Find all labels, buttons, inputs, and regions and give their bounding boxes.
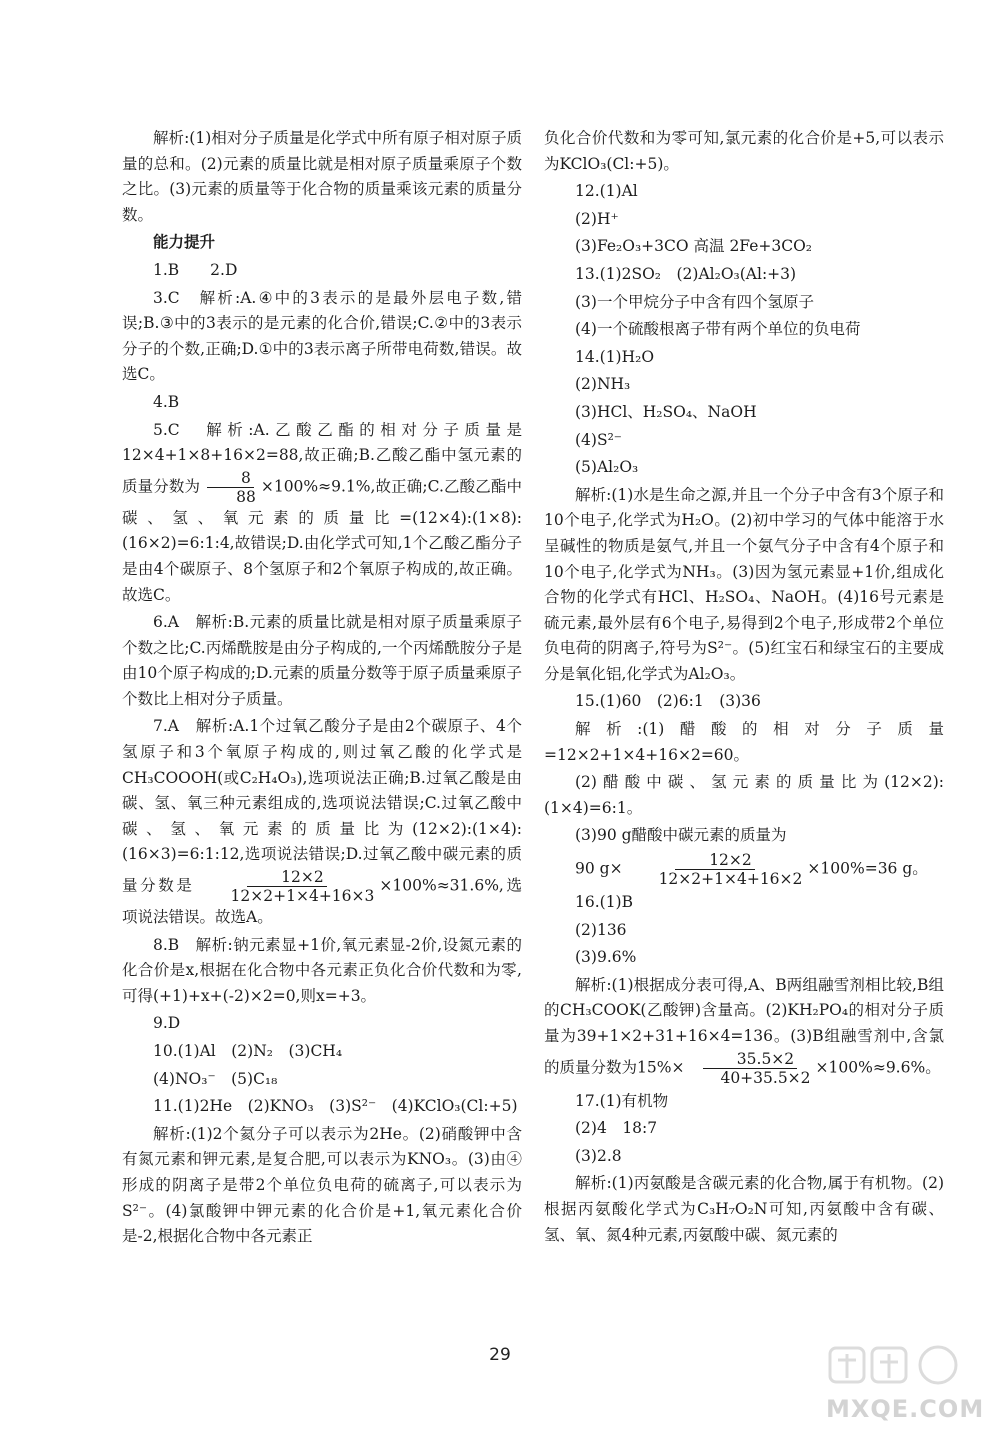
paragraph-text: 11.(1)2He (2)KNO₃ (3)S²⁻ (4)KClO₃(Cl:+5) (153, 1097, 518, 1116)
paragraph-text: (5)Al₂O₃ (575, 458, 639, 477)
answer-paragraph (122, 418, 522, 609)
paragraph-text: 14.(1)H₂O (575, 347, 655, 366)
answer-paragraph (544, 1144, 944, 1170)
answer-paragraph (544, 262, 944, 288)
paragraph-text: 解析:(1)2个氦分子可以表示为2He。(2)硝酸钾中含有氮元素和钾元素,是复合肥,可以表示为KNO₃。(3)由④形成的阴离子是带2个单位负电荷的硫离子,可以表示为S²⁻。(4)氯酸钾中钾元素的化合价是+1,氧元素化合价是-2,根据化合物中各元素正 (122, 1124, 522, 1246)
fraction-denominator: 40+35.5×2 (720, 1068, 811, 1087)
fraction (197, 868, 378, 905)
answer-paragraph (544, 973, 944, 1087)
paragraph-text: 1.B 2.D (153, 260, 238, 279)
fraction (686, 1050, 813, 1087)
answer-paragraph (544, 717, 944, 768)
watermark-text: MXQE.COM (826, 1395, 985, 1423)
paragraph-text: (4)NO₃⁻ (5)C₁₈ (153, 1069, 278, 1088)
fraction-numerator: 12×2 (675, 851, 755, 870)
paragraph-text: 7.A 解析:A.1个过氧乙酸分子是由2个碳原子、4个氢原子和3个氧原子构成的,则过氧乙酸的化学式是CH₃COOOH(或C₂H₄O₃),选项说法正确;B.过氧乙酸是由碳、氢、氧三种元素组成的,选项说法错误;C.过氧乙酸中碳、氢、氧元素的质量比为(12×2):(1×4):(16×3)=6:1:12,选项说法错误;D.过氧乙酸中碳元素的质量分数是 (122, 717, 522, 895)
answer-paragraph (122, 714, 522, 930)
answer-paragraph (122, 1067, 522, 1093)
paragraph-text: 能力提升 (153, 233, 216, 252)
fraction (202, 469, 259, 506)
answer-paragraph (544, 234, 944, 260)
page-number: 29 (489, 1345, 511, 1365)
fraction-numerator: 12×2 (247, 868, 327, 887)
fraction-denominator: 88 (236, 487, 256, 506)
answer-paragraph (544, 689, 944, 715)
answer-paragraph (544, 1171, 944, 1248)
answer-paragraph (544, 428, 944, 454)
answer-paragraph (544, 455, 944, 481)
paragraph-text: 10.(1)Al (2)N₂ (3)CH₄ (153, 1042, 343, 1060)
paragraph-text: (2)H⁺ (575, 209, 619, 228)
fraction-numerator: 8 (207, 469, 254, 488)
paragraph-text: 9.D (153, 1014, 181, 1033)
answer-paragraph (122, 1094, 522, 1120)
answer-paragraph (544, 290, 944, 316)
paragraph-text: 13.(1)2SO₂ (2)Al₂O₃(Al:+3) (575, 264, 797, 283)
paragraph-text: 解析:(1)醋酸的相对分子质量=12×2+1×4+16×2=60。 (544, 720, 944, 764)
answer-paragraph (544, 823, 944, 849)
paragraph-text: 负化合价代数和为零可知,氯元素的化合价是+5,可以表示为KClO₃(Cl:+5)。 (544, 129, 944, 173)
answer-paragraph (544, 207, 944, 233)
paragraph-text: (3)2.8 (575, 1146, 622, 1165)
paragraph-text: 8.B 解析:钠元素显+1价,氧元素显-2价,设氮元素的化合价是x,根据在化合物中各元素正负化合价代数和为零,可得(+1)+x+(-2)×2=0,则x=+3。 (122, 935, 522, 1005)
answer-paragraph (122, 258, 522, 284)
answer-paragraph (122, 933, 522, 1010)
fraction-denominator: 12×2+1×4+16×2 (658, 870, 803, 889)
section-heading (122, 230, 522, 256)
paragraph-text: 15.(1)60 (2)6:1 (3)36 (575, 692, 761, 711)
paragraph-text: (4)一个硫酸根离子带有两个单位的负电荷 (575, 320, 861, 339)
paragraph-text: 12.(1)Al (575, 182, 638, 201)
right-column (544, 126, 944, 1250)
answer-paragraph (122, 610, 522, 712)
answer-paragraph (544, 483, 944, 688)
paragraph-text: (2)醋酸中碳、氢元素的质量比为(12×2):(1×4)=6:1。 (544, 773, 944, 817)
paragraph-text: (2)NH₃ (575, 375, 631, 394)
paragraph-text: (3)9.6% (575, 948, 637, 967)
paragraph-text-after: ×100%≈9.1%,故正确;C.乙酸乙酯中碳、氢、氧元素的质量比=(12×4):(1×8):(16×2)=6:1:4,故错误;D.由化学式可知,1个乙酸乙酯分子是由4个碳原子、8个氢原子和2个氧原子构成的,故正确。故选C。 (122, 477, 522, 604)
paragraph-text: 5.C 解析:A.乙酸乙酯的相对分子质量是12×4+1×8+16×2=88,故正确;B.乙酸乙酯中氢元素的质量分数为 (122, 420, 522, 496)
answer-paragraph (544, 126, 944, 177)
answer-paragraph (544, 400, 944, 426)
answer-paragraph (544, 918, 944, 944)
answer-paragraph (544, 851, 944, 888)
answer-paragraph (122, 1039, 522, 1065)
paragraph-text: (3)Fe₂O₃+3CO 高温 2Fe+3CO₂ (575, 237, 813, 256)
paragraph-text: (3)90 g醋酸中碳元素的质量为 (575, 826, 787, 845)
answer-paragraph (544, 1116, 944, 1142)
answer-paragraph (122, 126, 522, 228)
answer-paragraph (544, 179, 944, 205)
answer-paragraph (122, 1122, 522, 1250)
answer-paragraph (122, 286, 522, 388)
paragraph-text: 3.C 解析:A.④中的3表示的是最外层电子数,错误;B.③中的3表示的是元素的化合价,错误;C.②中的3表示分子的个数,正确;D.①中的3表示离子所带电荷数,错误。故选C。 (122, 288, 522, 384)
paragraph-text: 6.A 解析:B.元素的质量比就是相对原子质量乘原子个数之比;C.丙烯酰胺是由分子构成的,一个丙烯酰胺分子是由10个原子构成的;D.元素的质量分数等于原子质量乘原子个数比上相对分子质量。 (122, 613, 522, 708)
answer-paragraph (544, 890, 944, 916)
paragraph-text: (2)4 18:7 (575, 1119, 658, 1138)
answer-paragraph (544, 317, 944, 343)
paragraph-text-after: ×100%=36 g。 (807, 859, 928, 878)
paragraph-text: (3)HCl、H₂SO₄、NaOH (575, 402, 757, 421)
paragraph-text: 解析:(1)根据成分表可得,A、B两组融雪剂相比较,B组的CH₃COOK(乙酸钾)含量高。(2)KH₂PO₄的相对分子质量为39+1×2+31+16×4=136。(3)B组融雪剂中,含氯的质量分数为15%× (544, 975, 944, 1077)
paragraph-text: (3)一个甲烷分子中含有四个氢原子 (575, 292, 814, 311)
answer-paragraph (544, 1089, 944, 1115)
left-column (122, 126, 522, 1252)
answer-paragraph (544, 770, 944, 821)
paragraph-text: 90 g× (575, 859, 623, 878)
paragraph-text: 4.B (153, 392, 180, 411)
fraction (625, 851, 806, 888)
answer-paragraph (544, 372, 944, 398)
answer-paragraph (122, 390, 522, 416)
paragraph-text: 17.(1)有机物 (575, 1091, 669, 1110)
answer-paragraph (122, 1011, 522, 1037)
paragraph-text: (4)S²⁻ (575, 430, 622, 449)
fraction-numerator: 35.5×2 (703, 1050, 797, 1069)
paragraph-text: 解析:(1)水是生命之源,并且一个分子中含有3个原子和10个电子,化学式为H₂O。(2)初中学习的气体中能溶于水呈碱性的物质是氨气,并且一个氨气分子中含有4个原子和10个电子,化学式为NH₃。(3)因为氢元素显+1价,组成化合物的化学式有HCl、H₂SO₄、NaOH。(4)16号元素是硫元素,最外层有6个电子,易得到2个电子,形成带2个单位负电荷的阴离子,符号为S²⁻。(5)红宝石和绿宝石的主要成分是氧化铝,化学式为Al₂O₃。 (544, 485, 944, 683)
paragraph-text: (2)136 (575, 920, 627, 939)
answer-paragraph (544, 945, 944, 971)
fraction-denominator: 12×2+1×4+16×3 (230, 887, 375, 906)
paragraph-text: 16.(1)B (575, 893, 633, 912)
answer-paragraph (544, 345, 944, 371)
paragraph-text: 解析:(1)相对分子质量是化学式中所有原子相对原子质量的总和。(2)元素的质量比就是相对原子质量乘原子个数之比。(3)元素的质量等于化合物的质量乘该元素的质量分数。 (122, 129, 522, 224)
paragraph-text-after: ×100%≈9.6%。 (815, 1058, 941, 1077)
paragraph-text-after: ×100%≈31.6%,选项说法错误。故选A。 (122, 876, 522, 927)
paragraph-text: 解析:(1)丙氨酸是含碳元素的化合物,属于有机物。(2)根据丙氨酸化学式为C₃H₇O₂N可知,丙氨酸中含有碳、氢、氧、氮4种元素,丙氨酸中碳、氮元素的 (544, 1174, 944, 1244)
